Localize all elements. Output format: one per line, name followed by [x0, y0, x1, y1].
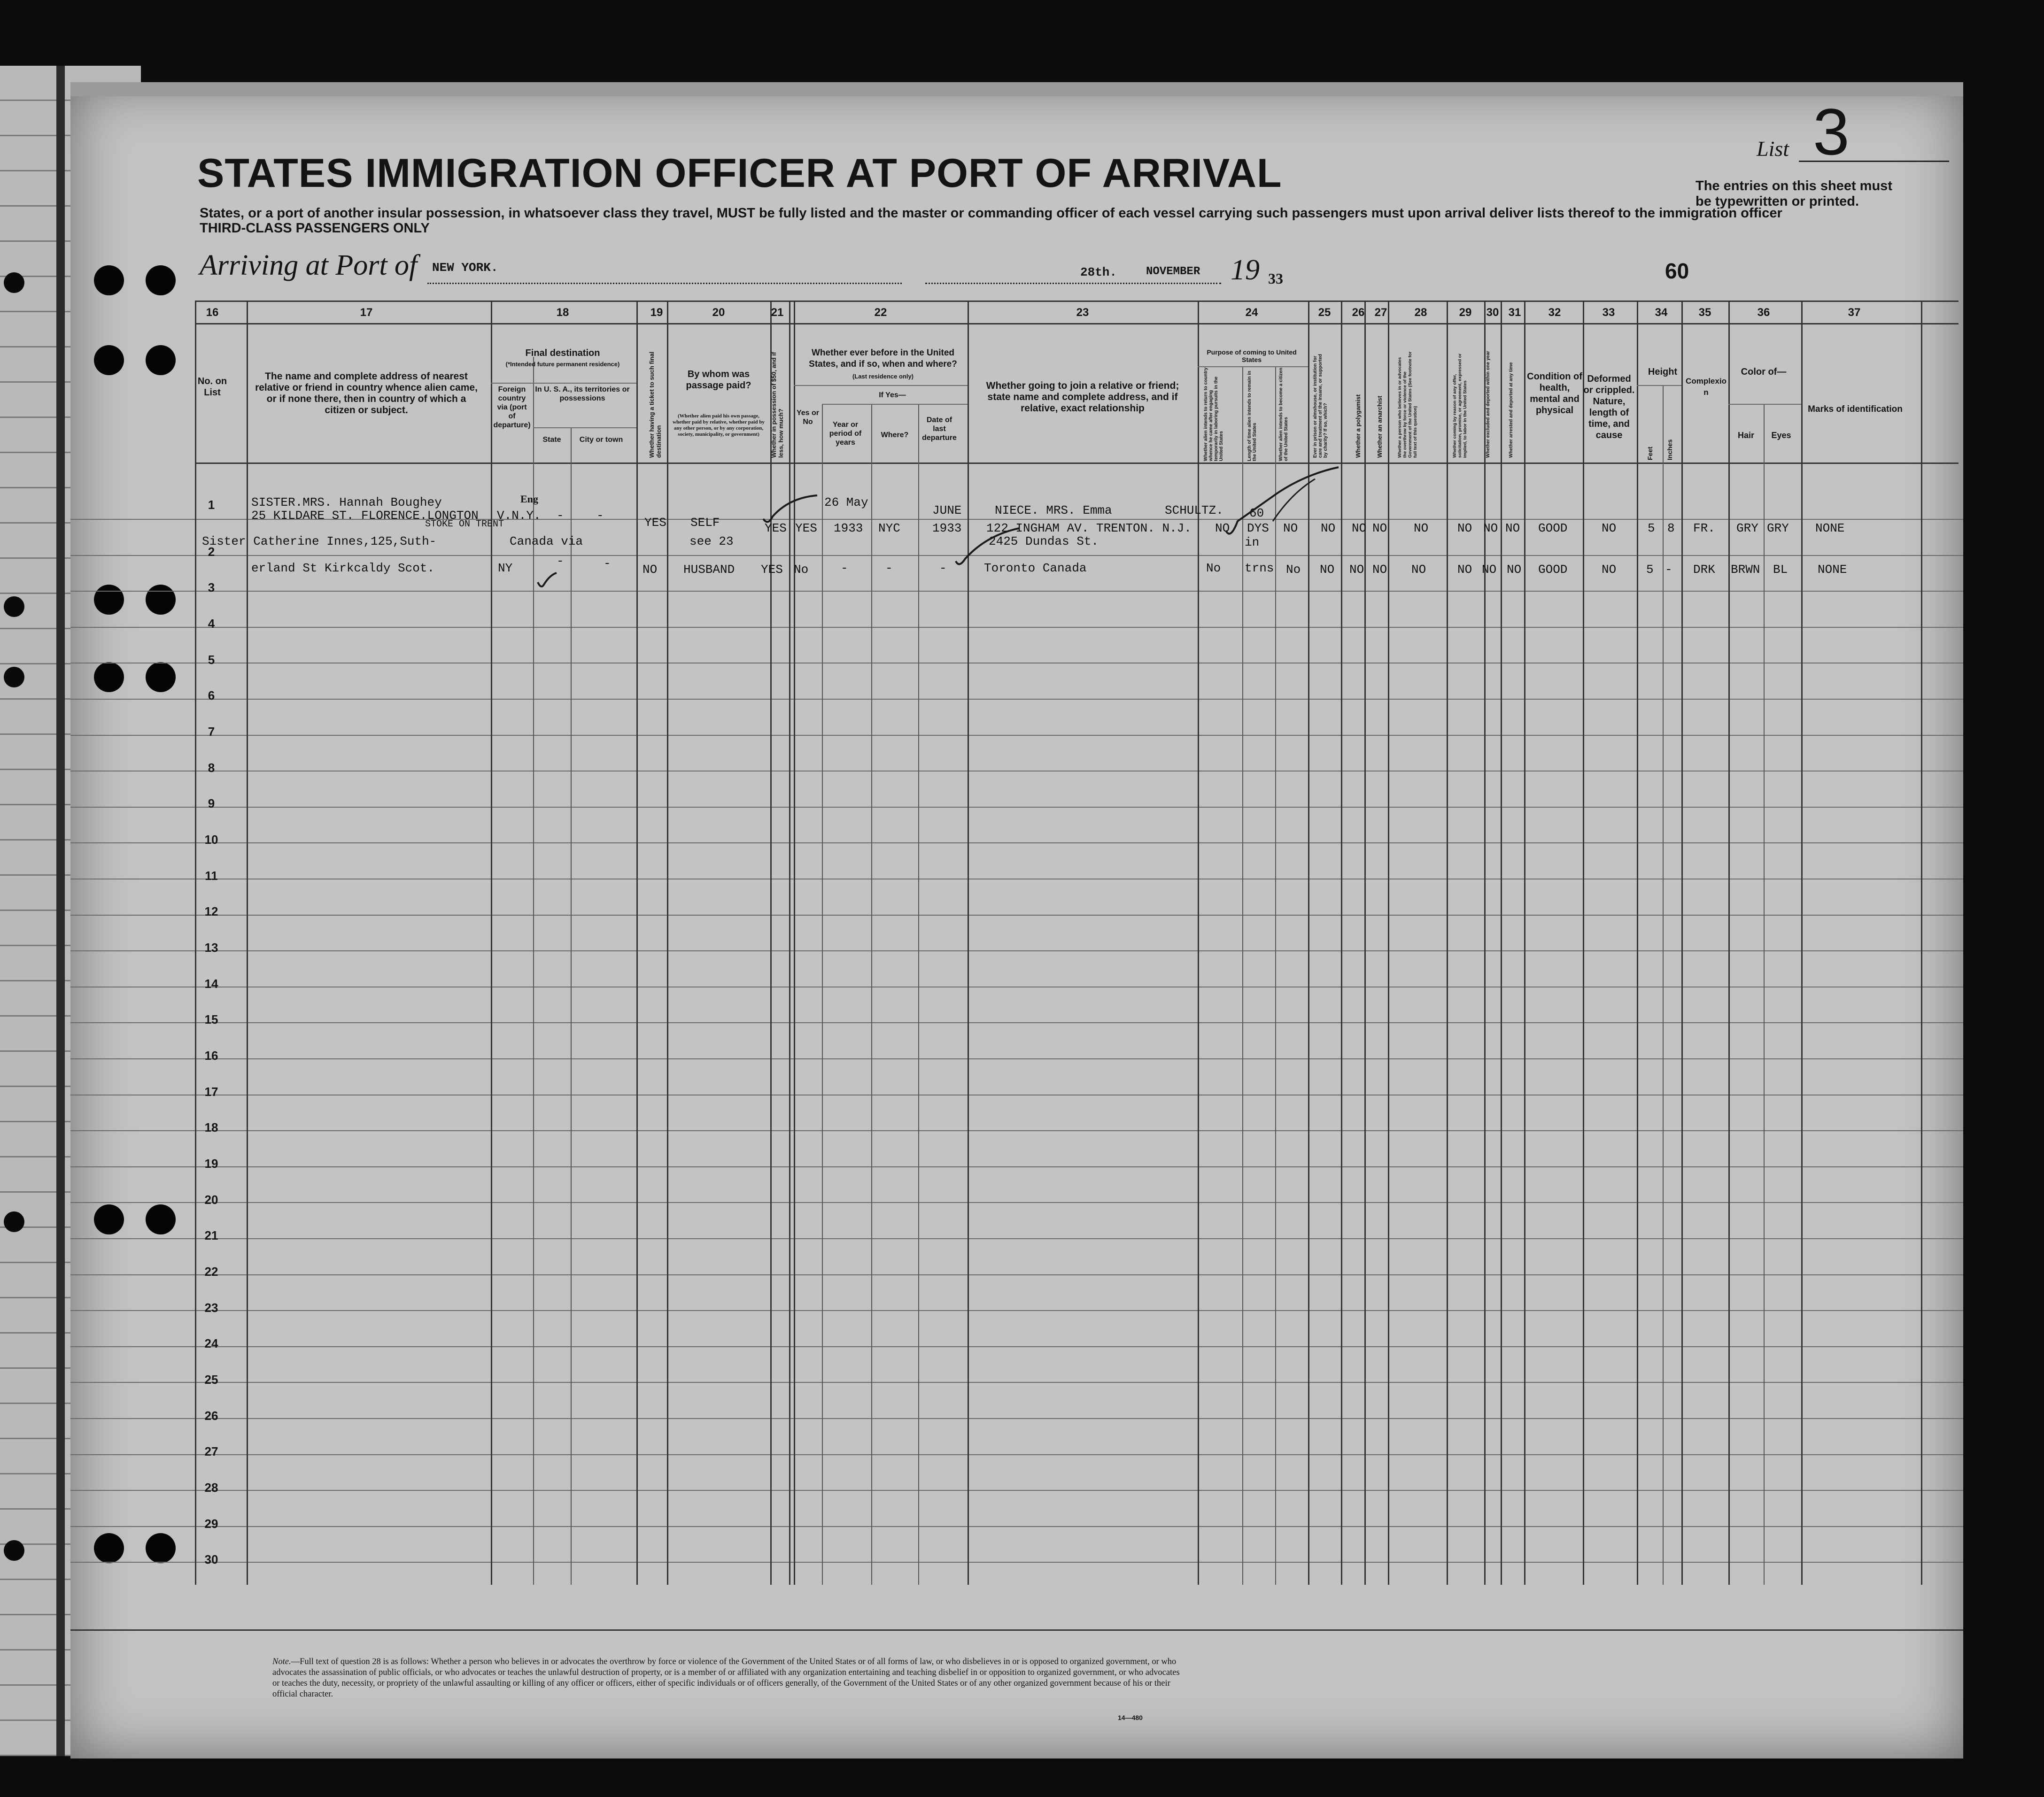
complexion: FR. — [1693, 521, 1715, 535]
sub-header-rule — [1637, 385, 1681, 386]
purpose-return: No — [1206, 561, 1221, 575]
port-value: NEW YORK. — [432, 261, 498, 275]
row-rule — [70, 807, 1963, 808]
col-22-label: Whether ever before in the United States, and if so, when and where? — [809, 348, 957, 369]
arriving-label: Arriving at Port of — [200, 249, 418, 281]
anarchist: NO — [1372, 521, 1387, 535]
col-32-label: Condition of health, mental and physical — [1527, 371, 1582, 416]
entries-note: The entries on this sheet must be typewritten or printed. — [1696, 178, 1892, 209]
row-number: 15 — [204, 1012, 218, 1026]
column-rule — [968, 301, 969, 1585]
row-number: 9 — [208, 796, 215, 810]
row-rule — [70, 1310, 1963, 1311]
col-18-usa: In U. S. A., its territories or possessions — [535, 386, 630, 402]
date-month: NOVEMBER — [1146, 265, 1200, 278]
row-number: 3 — [208, 580, 215, 594]
col-18-label: Final destination — [525, 348, 600, 358]
contract: NO — [1457, 521, 1472, 535]
row-number: 10 — [204, 833, 218, 847]
departure: - — [939, 561, 947, 575]
purpose-length-line-1: 60 — [1249, 506, 1264, 520]
row-rule — [70, 1238, 1963, 1239]
purpose-citizen: No — [1286, 563, 1301, 577]
relative-line-3: STOKE ON TRENT — [425, 519, 504, 530]
sub-column-rule — [571, 427, 572, 1585]
column-rule — [491, 301, 492, 1585]
col-24-number: 24 — [1245, 306, 1258, 319]
row-rule — [70, 1382, 1963, 1383]
polygamist: NO — [1352, 521, 1367, 535]
row-number: 4 — [208, 617, 215, 631]
row-number: 18 — [204, 1120, 218, 1134]
row-rule — [70, 699, 1963, 700]
footer-rule — [70, 1629, 1963, 1631]
row-number: 7 — [208, 725, 215, 739]
column-rule — [636, 301, 638, 1585]
height-feet: 5 — [1648, 521, 1655, 535]
row-rule — [70, 1166, 1963, 1167]
purpose-return: NO — [1215, 521, 1230, 535]
ticket: NO — [643, 563, 658, 577]
col-22-year: Year or period of years — [829, 421, 862, 447]
punch-hole — [4, 1211, 24, 1232]
overthrow: NO — [1414, 521, 1429, 535]
row-rule — [70, 1346, 1963, 1347]
column-rule — [1728, 301, 1730, 1585]
before-year-line-2: 1933 — [834, 521, 863, 535]
col-30-number: 30 — [1486, 306, 1499, 319]
col-27-number: 27 — [1374, 306, 1387, 319]
binder-hole — [94, 1204, 124, 1234]
row-number: 19 — [204, 1157, 218, 1171]
year-prefix: 19 — [1231, 254, 1260, 286]
row-number: 22 — [204, 1265, 218, 1279]
ticket: YES — [644, 516, 666, 530]
col-19-label: Whether having a ticket to such final destination — [648, 351, 662, 458]
complexion: DRK — [1693, 563, 1715, 577]
row-number: 21 — [204, 1228, 218, 1242]
passage-paid-line-1: see 23 — [689, 534, 734, 548]
before-us: No — [794, 563, 809, 577]
footnote-label: Note. — [272, 1657, 291, 1666]
col-36-number: 36 — [1757, 306, 1770, 319]
overthrow: NO — [1411, 563, 1426, 577]
col-37-label: Marks of identification — [1808, 404, 1903, 414]
punch-hole — [4, 596, 24, 617]
before-where: - — [885, 561, 893, 575]
row-number: 24 — [204, 1336, 218, 1350]
join-line-1: 2425 Dundas St. — [989, 534, 1099, 548]
col-22-departure: Date of last departure — [922, 416, 957, 442]
binder-hole — [146, 265, 176, 295]
col-29-label: Whether coming by reason of any offer, solicitation, promise, or agreement, expressed or implied, to labor in the United States — [1452, 353, 1468, 458]
col-22-where: Where? — [881, 431, 909, 439]
col-37-number: 37 — [1848, 306, 1861, 319]
col-28-label: Whether a person who believes in or advocates the overthrow by force or violence of the Government of the United States (See footnote for full text of this question) — [1397, 351, 1418, 458]
header-bottom-rule — [195, 463, 1959, 464]
sub-header-rule — [794, 385, 968, 386]
col-24-label: Purpose of coming to United States — [1207, 348, 1297, 363]
sub-header-rule — [491, 383, 636, 384]
year-suffix: 33 — [1268, 270, 1283, 287]
footnote-text: —Full text of question 28 is as follows: Whether a person who believes in or advocates the overthrow by force or violence of the Government of the United States or of all forms of law, or who disbelieves in or is opposed to organized government, or who advocates the assassination of public officials, or who advocates or teaches the unlawful destruction of property, or is a member of or affiliated with any organization entertaining and teaching disbelief in or opposition to organized government, or who advocates or teaches the duty, necessity, or propriety of the unlawful assaulting or killing of any officer or officers, either of specific individuals or of officers generally, of the Government of the United States or of any other organized government because of his or their official character. — [272, 1657, 1180, 1699]
passage-paid: SELF — [690, 516, 720, 530]
col-34-number: 34 — [1655, 306, 1668, 319]
sheet-top-edge — [70, 82, 1963, 96]
row-number: 28 — [204, 1481, 218, 1495]
col-25-label: Ever in prison or almshouse, or institution for care and treatment of the insane, or supported by charity? If so, which? — [1313, 354, 1328, 458]
prison: NO — [1320, 563, 1335, 577]
height-inches: 8 — [1667, 521, 1675, 535]
contract: NO — [1457, 563, 1472, 577]
col-22-yesno: Yes or No — [796, 409, 820, 426]
prison: NO — [1321, 521, 1336, 535]
relative-line-2: 25 KILDARE ST. FLORENCE.LONGTON — [251, 509, 479, 523]
binder-hole — [94, 1533, 124, 1563]
col-20-note: (Whether alien paid his own passage, whether paid by relative, whether paid by any other person, or by any corporation, society, municipality, or government) — [673, 413, 765, 437]
footnote — [272, 1657, 1188, 1700]
row-rule — [70, 842, 1963, 843]
col-32-number: 32 — [1548, 306, 1561, 319]
form-title: STATES IMMIGRATION OFFICER AT PORT OF ARRIVAL — [197, 151, 1282, 196]
join-line-2: 122 INGHAM AV. TRENTON. N.J. — [986, 521, 1192, 535]
list-number: 3 — [1813, 95, 1850, 169]
hair-color: BRWN — [1731, 563, 1760, 577]
departure-line-1: JUNE — [932, 503, 962, 517]
column-rule — [1524, 301, 1525, 1585]
col-21-label: Whether in possession of $50, and if less, how much? — [770, 352, 784, 458]
binder-hole — [146, 1204, 176, 1234]
before-year: - — [841, 561, 848, 575]
purpose-length-line-2: DYS — [1247, 521, 1269, 535]
binder-hole — [146, 662, 176, 692]
punch-hole — [4, 667, 24, 687]
dest-country-line-1: Eng — [520, 493, 538, 505]
col-29-number: 29 — [1459, 306, 1472, 319]
before-us: YES — [795, 521, 817, 535]
row-number: 17 — [204, 1085, 218, 1099]
col-36-label: Color of— — [1741, 367, 1787, 377]
passenger-class: THIRD-CLASS PASSENGERS ONLY — [200, 221, 430, 236]
row-rule — [70, 1274, 1963, 1275]
column-rule — [1484, 301, 1486, 1585]
row-number: 16 — [204, 1049, 218, 1063]
col-18-state: State — [542, 436, 561, 444]
row-number: 13 — [204, 941, 218, 955]
hair-color: GRY — [1736, 521, 1758, 535]
excluded: NO — [1483, 521, 1498, 535]
sub-header-rule — [822, 404, 968, 405]
row-rule — [70, 627, 1963, 628]
port-line — [427, 283, 902, 284]
sub-column-rule — [918, 404, 919, 1585]
col-16-number: 16 — [206, 306, 219, 319]
row-number: 20 — [204, 1193, 218, 1207]
dest-country-line-2: V.N.Y. — [497, 509, 541, 523]
row-rule — [70, 1058, 1963, 1059]
row-number: 30 — [204, 1552, 218, 1566]
col-35-number: 35 — [1698, 306, 1711, 319]
row-number: 23 — [204, 1301, 218, 1315]
identification-marks: NONE — [1818, 563, 1847, 577]
sub-header-rule — [533, 427, 636, 428]
col-33-label: Deformed or crippled. Nature, length of time, and cause — [1583, 374, 1635, 440]
column-rule — [247, 301, 248, 1585]
row-number: 1 — [208, 498, 215, 512]
punch-hole — [4, 1540, 24, 1561]
col-17-number: 17 — [360, 306, 373, 319]
purpose-length-line-1: in — [1245, 535, 1260, 549]
col-31-label: Whether arrested and deported at any time — [1509, 362, 1514, 458]
col-23-number: 23 — [1076, 306, 1089, 319]
dest-city: - — [604, 556, 611, 571]
column-rule — [1364, 301, 1366, 1585]
inspector-check-mark — [535, 571, 564, 594]
polygamist: NO — [1349, 563, 1364, 577]
col-16-label: No. on List — [197, 376, 227, 398]
row-number: 26 — [204, 1409, 218, 1423]
row-rule — [70, 735, 1963, 736]
sub-column-rule — [1275, 366, 1276, 1585]
height-feet: 5 — [1646, 563, 1654, 577]
form-subtitle: States, or a port of another insular possession, in whatsoever class they travel, MUST be fully listed and the master or commanding officer of each vessel carrying such passengers must upon arrival deliver lists thereof to the immigration officer — [200, 206, 1782, 221]
row-number: 25 — [204, 1373, 218, 1387]
health: GOOD — [1538, 563, 1568, 577]
col-26-label: Whether a polygamist — [1355, 394, 1362, 458]
column-rule — [195, 301, 196, 1585]
row-rule — [70, 915, 1963, 916]
table-top-rule — [195, 301, 1959, 302]
relative-line-1: Sister Catherine Innes,125,Suth- — [202, 534, 437, 548]
sub-column-rule — [822, 404, 823, 1585]
binder-hole — [146, 585, 176, 615]
sub-header-rule — [1728, 404, 1801, 405]
column-rule — [1198, 301, 1199, 1585]
col-18-city: City or town — [579, 436, 623, 444]
column-rule — [1447, 301, 1448, 1585]
sub-column-rule — [1242, 366, 1243, 1585]
join-line-1: NIECE. MRS. Emma — [995, 503, 1112, 517]
departure-line-2: 1933 — [932, 521, 962, 535]
col-24-citizen: Whether alien intends to become a citizen of the United States — [1278, 368, 1289, 461]
row-rule — [70, 1418, 1963, 1419]
col-26-number: 26 — [1352, 306, 1365, 319]
inspector-check-mark — [761, 493, 855, 531]
row-number: 14 — [204, 977, 218, 991]
punch-hole — [4, 272, 24, 293]
join-line-2: Toronto Canada — [984, 561, 1087, 575]
health: GOOD — [1538, 521, 1568, 535]
purpose-citizen: NO — [1283, 521, 1298, 535]
row-rule — [70, 1562, 1963, 1563]
col-31-number: 31 — [1508, 306, 1521, 319]
col-17-label: The name and complete address of nearest relative or friend in country whence alien came, or if none there, then in country of which a citizen or subject. — [255, 371, 478, 416]
row-rule — [70, 1454, 1963, 1455]
col-34-feet: Feet — [1646, 447, 1654, 460]
purpose-length-line-2: trns — [1245, 561, 1274, 575]
row-number: 8 — [208, 761, 215, 775]
relative-line-1: SISTER.MRS. Hannah Boughey — [251, 495, 442, 509]
date-day: 28th. — [1080, 265, 1117, 279]
column-rule — [1501, 301, 1502, 1585]
col-19-number: 19 — [650, 306, 663, 319]
col-33-number: 33 — [1602, 306, 1615, 319]
row-number: 5 — [208, 653, 215, 667]
money: YES — [765, 521, 787, 535]
row-rule — [70, 1022, 1963, 1023]
list-label: List — [1757, 137, 1789, 161]
height-inches: - — [1665, 563, 1672, 577]
row-number: 6 — [208, 688, 215, 702]
eye-color: BL — [1773, 563, 1788, 577]
col-35-label: Complexion — [1686, 377, 1727, 397]
deformed: NO — [1602, 521, 1617, 535]
identification-marks: NONE — [1815, 521, 1845, 535]
arrested: NO — [1507, 563, 1522, 577]
sub-column-rule — [1663, 385, 1664, 1585]
inspector-check-mark — [1221, 465, 1343, 545]
col-34-label: Height — [1648, 367, 1678, 377]
binding-fold — [56, 66, 65, 1756]
dest-country-line-2: NY — [498, 561, 513, 575]
binder-hole — [94, 345, 124, 375]
inspector-check-mark — [953, 526, 1024, 573]
col-34-inches: Inches — [1666, 439, 1673, 460]
col-28-number: 28 — [1414, 306, 1427, 319]
col-25-number: 25 — [1318, 306, 1331, 319]
row-number: 12 — [204, 904, 218, 918]
manifest-sheet — [70, 82, 1963, 1758]
column-rule — [1681, 301, 1683, 1585]
binder-hole — [94, 265, 124, 295]
excluded: NO — [1482, 563, 1497, 577]
col-21-number: 21 — [771, 306, 784, 319]
col-24-length: Length of time alien intends to remain in the United States — [1247, 370, 1257, 461]
col-27-label: Whether an anarchist — [1376, 395, 1383, 458]
col-30-label: Whether excluded and deported within one year — [1486, 351, 1491, 458]
row-rule — [70, 1490, 1963, 1491]
dest-city: - — [596, 509, 604, 523]
col-18-foreign: Foreign country via (port of departure) — [493, 386, 531, 429]
join-surname: SCHULTZ. — [1165, 503, 1223, 517]
binder-hole — [146, 345, 176, 375]
col-18-number: 18 — [556, 306, 569, 319]
before-year-line-1: 26 May — [824, 495, 868, 509]
sub-column-rule — [1764, 404, 1765, 1585]
money: YES — [761, 563, 783, 577]
column-rule — [1583, 301, 1584, 1585]
eye-color: GRY — [1767, 521, 1789, 535]
col-22-number: 22 — [874, 306, 887, 319]
sub-column-rule — [871, 404, 872, 1585]
dest-country-line-1: Canada via — [510, 534, 583, 548]
row-number: 27 — [204, 1444, 218, 1458]
binder-hole — [146, 1533, 176, 1563]
before-where: NYC — [878, 521, 900, 535]
date-line — [925, 283, 1221, 284]
list-underline — [1799, 161, 1949, 162]
row-number: 29 — [204, 1517, 218, 1531]
column-rule — [1801, 301, 1803, 1585]
binder-hole — [94, 585, 124, 615]
relative-line-2: erland St Kirkcaldy Scot. — [251, 561, 435, 575]
column-rule — [1637, 301, 1638, 1585]
col-36-eyes: Eyes — [1771, 431, 1791, 440]
column-rule — [1388, 301, 1389, 1585]
passage-paid-line-2: HUSBAND — [683, 563, 735, 577]
deformed: NO — [1602, 563, 1617, 577]
dest-state: - — [557, 509, 564, 523]
form-number: 14—480 — [1118, 1714, 1143, 1721]
binder-hole — [94, 662, 124, 692]
col-24-return: Whether alien intends to return to country whence he came after engaging temporarily in laboring pursuits in the United States — [1203, 367, 1224, 461]
column-rule — [667, 301, 668, 1585]
arrested: NO — [1505, 521, 1520, 535]
anarchist: NO — [1372, 563, 1387, 577]
column-rule — [1921, 301, 1922, 1585]
row-rule — [70, 1130, 1963, 1131]
col-20-label: By whom was passage paid? — [686, 369, 751, 391]
row-rule — [70, 950, 1963, 951]
row-rule — [70, 1202, 1963, 1203]
col-22-note: (Last residence only) — [852, 373, 914, 380]
col-36-hair: Hair — [1737, 431, 1754, 440]
dest-state: - — [557, 554, 564, 568]
col-20-number: 20 — [712, 306, 725, 319]
column-number-rule — [195, 323, 1959, 324]
page-count: 60 — [1665, 259, 1689, 283]
row-number: 2 — [208, 545, 215, 559]
row-number: 11 — [205, 869, 218, 883]
col-18-note: (*Intended future permanent residence) — [505, 361, 620, 368]
row-rule — [70, 591, 1963, 592]
col-22-ifyes: If Yes— — [879, 391, 906, 399]
col-23-label: Whether going to join a relative or friend; state name and complete address, and if relative, exact relationship — [986, 380, 1179, 414]
row-rule — [70, 1526, 1963, 1527]
